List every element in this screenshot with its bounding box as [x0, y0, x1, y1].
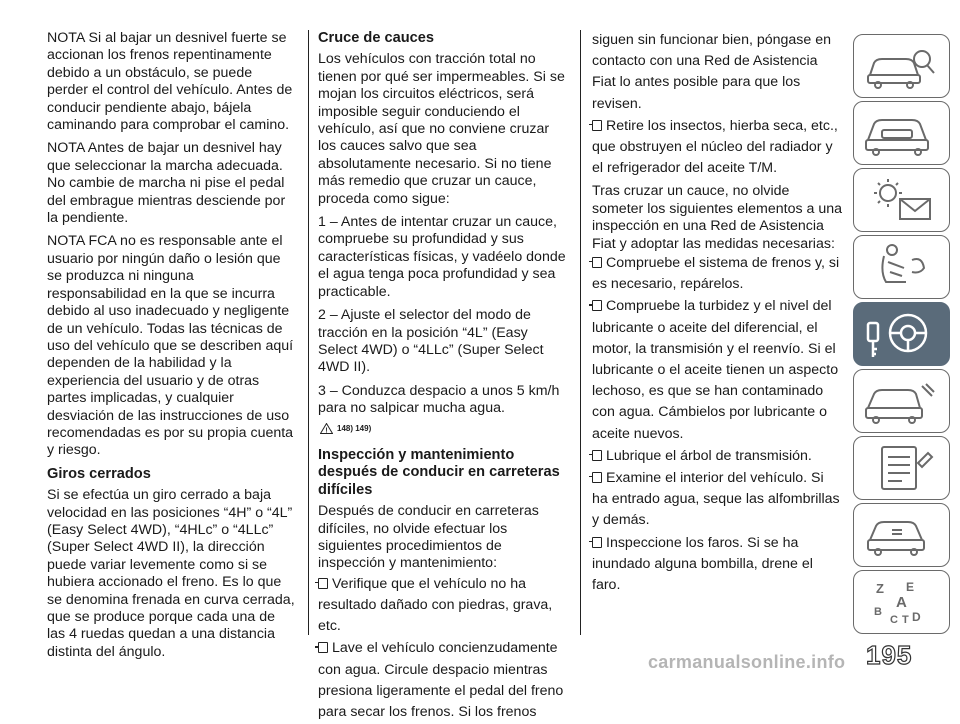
- bullet-box-icon: [592, 257, 602, 268]
- bullet-box-icon: [318, 578, 328, 589]
- tab-maintenance-list[interactable]: [853, 436, 950, 500]
- svg-text:T: T: [902, 614, 909, 626]
- note-paragraph: NOTA Si al bajar un desnivel fuerte se accionan los frenos repentinamente debido a un obstáculo, se puede perder el control del vehículo. Antes de conducir pendiente abajo, bájela caminando para comprobar el camino.: [47, 30, 293, 134]
- step-paragraph: 3 – Conduzca despacio a unos 5 km/h para no salpicar mucha agua.: [318, 382, 560, 417]
- section-heading: Cruce de cauces: [318, 30, 435, 46]
- document-list-icon: [862, 443, 942, 493]
- list-item: Retire los insectos, hierba seca, etc., que obstruyen el núcleo del radiador y el refrigerador del aceite T/M.: [592, 117, 838, 177]
- tab-technical-data[interactable]: [853, 503, 950, 567]
- car-tools-icon: [862, 376, 942, 426]
- body-paragraph: Tras cruzar un cauce, no olvide someter los siguientes elementos a una inspección en una Red de Asistencia Fiat y adoptar las medidas necesarias:: [592, 183, 842, 252]
- column-3: [592, 30, 842, 597]
- step-paragraph: 1 – Antes de intentar cruzar un cauce, compruebe su profundidad y sus características físicas, y vadéelo donde el agua tenga poca profundidad y sea practicable.: [318, 214, 566, 300]
- tab-seat-airbag[interactable]: [853, 235, 950, 299]
- list-item: Examine el interior del vehículo. Si ha entrado agua, seque las alfombrillas y demás.: [592, 470, 840, 529]
- page-number: 195: [866, 640, 913, 670]
- body-paragraph: Si se efectúa un giro cerrado a baja velocidad en las posiciones “4H” o “4L” (Easy Select 4WD), “4HLc” o “4LLc” (Super Select 4WD II), la dirección puede variar levemente como si se hubiera accionado el freno. Es lo que se denomina frenada en curva cerrada, que se produce porque cada una de las 4 ruedas quedan a una distancia distinta del ángulo.: [47, 487, 295, 660]
- car-search-icon: [862, 41, 942, 91]
- tab-car-dashboard[interactable]: [853, 101, 950, 165]
- tab-warning-lights[interactable]: [853, 168, 950, 232]
- tab-car-tools[interactable]: [853, 369, 950, 433]
- note-paragraph: NOTA Antes de bajar un desnivel hay que seleccionar la marcha adecuada. No cambie de marcha ni pise el pedal del embrague mientras desciende por la pendiente.: [47, 140, 286, 227]
- body-paragraph: Los vehículos con tracción total no tienen por qué ser impermeables. Si se mojan los circuitos eléctricos, será imposible seguir conduciendo el vehículo, así que no conviene cruzar los cauces salvo que sea absolutamente necesario. Si no tiene más remedio que cruzar un cauce, proceda como sigue:: [318, 51, 565, 207]
- list-item: Compruebe el sistema de frenos y, si es necesario, repárelos.: [592, 255, 840, 293]
- svg-text:D: D: [912, 610, 921, 624]
- step-paragraph: 2 – Ajuste el selector del modo de tracción en la posición “4L” (Easy Select 4WD) o “4LLc” (Super Select 4WD II).: [318, 307, 544, 376]
- bullet-box-icon: [592, 472, 602, 483]
- tab-index[interactable]: [853, 570, 950, 634]
- svg-text:E: E: [906, 580, 915, 594]
- svg-text:!: !: [325, 427, 328, 434]
- warning-reference: ! 148) 149): [320, 420, 570, 437]
- svg-text:C: C: [890, 614, 898, 626]
- warning-triangle-icon: [320, 423, 333, 434]
- list-item: Lubrique el árbol de transmisión.: [592, 446, 842, 467]
- svg-text:B: B: [874, 606, 882, 618]
- list-item: Lave el vehículo concienzudamente con agua. Circule despacio mientras presiona ligeramente el pedal del freno para secar los frenos. Si los frenos: [318, 640, 564, 720]
- seat-airbag-icon: [862, 242, 942, 292]
- column-2: [318, 30, 570, 724]
- car-specs-icon: [862, 510, 942, 560]
- column-divider: [580, 30, 581, 635]
- svg-text:A: A: [896, 594, 907, 611]
- tab-starting-driving[interactable]: [853, 302, 950, 366]
- section-heading: Giros cerrados: [47, 465, 151, 482]
- tab-car-search[interactable]: [853, 34, 950, 98]
- bullet-box-icon: [592, 450, 602, 461]
- bullet-box-icon: [592, 537, 602, 548]
- bullet-box-icon: [592, 300, 602, 311]
- column-1: [47, 30, 297, 667]
- list-item: Inspeccione los faros. Si se ha inundado alguna bombilla, drene el faro.: [592, 534, 813, 594]
- index-letters-icon: [862, 577, 942, 627]
- key-steering-wheel-icon: [862, 309, 942, 365]
- body-paragraph: Después de conducir en carreteras difíciles, no olvide efectuar los siguientes procedimientos de inspección y mantenimiento:: [318, 503, 539, 572]
- bullet-box-icon: [318, 642, 328, 653]
- list-item: Compruebe la turbidez y el nivel del lubricante o aceite del diferencial, el motor, la transmisión y el reenvío. Si el lubricante o el aceite tienen un aspecto lechoso, es que se han contaminado con agua. Cámbielos por lubricante o aceite nuevos.: [592, 298, 839, 442]
- note-paragraph: NOTA FCA no es responsable ante el usuario por ningún daño o lesión que se produzca ni ninguna responsabilidad en la que se incurra debido al uso inadecuado y negligente de un vehículo. Todas las técnicas de uso del vehículo que se describen aquí dependen de la habilidad y la experiencia del usuario y de otras partes implicadas, y cualquier desviación de las instrucciones de uso recomendadas es por su propia cuenta y riesgo.: [47, 233, 294, 459]
- column-divider: [308, 30, 309, 635]
- list-item: Verifique que el vehículo no ha resultado dañado con piedras, grava, etc.: [318, 575, 553, 635]
- continued-text: siguen sin funcionar bien, póngase en contacto con una Red de Asistencia Fiat lo antes posible para que los revisen.: [592, 32, 831, 112]
- warning-light-envelope-icon: [862, 175, 942, 225]
- bullet-box-icon: [592, 120, 602, 131]
- section-heading: Inspección y mantenimiento después de conducir en carreteras difíciles: [318, 446, 560, 498]
- watermark: carmanualsonline.info: [648, 652, 846, 672]
- car-dashboard-icon: [862, 108, 942, 158]
- svg-text:Z: Z: [876, 581, 884, 596]
